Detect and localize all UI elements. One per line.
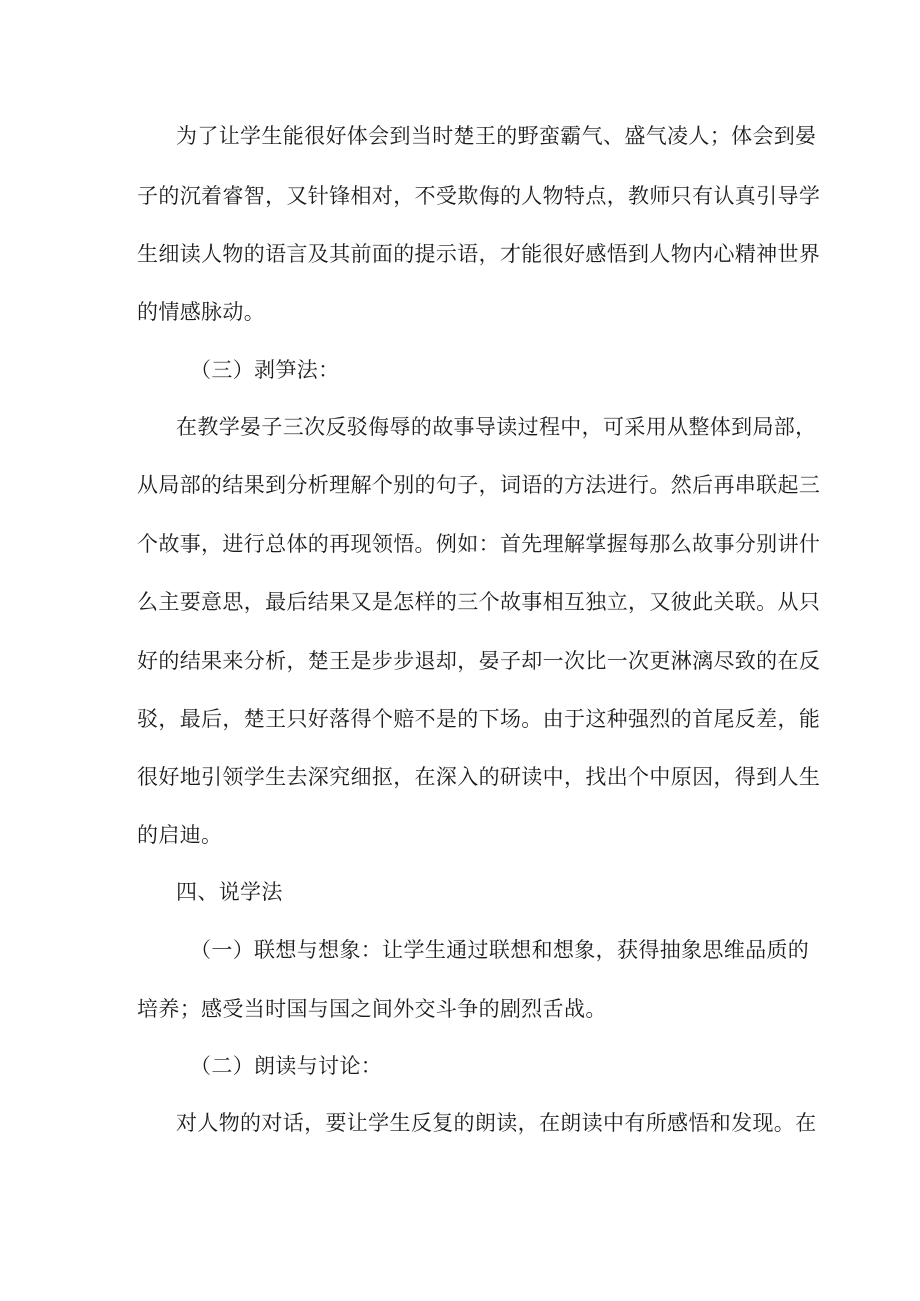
paragraph-3-line-2: 培养；感受当时国与国之间外交斗争的剧烈舌战。: [137, 997, 607, 1021]
paragraph-2-line-6: 驳，最后，楚王只好落得个赔不是的下场。由于这种强烈的首尾反差，能: [137, 707, 821, 731]
paragraph-2-line-5: 好的结果来分析，楚王是步步退却，晏子却一次比一次更淋漓尽致的在反: [137, 649, 821, 673]
paragraph-1-line-2: 子的沉着睿智，又针锋相对，不受欺侮的人物特点，教师只有认真引导学: [137, 184, 821, 208]
paragraph-3-line-1: （一）联想与想象：让学生通过联想和想象，获得抽象思维品质的: [190, 938, 810, 962]
paragraph-2-line-3: 个故事，进行总体的再现领悟。例如：首先理解掌握每那么故事分别讲什: [137, 532, 821, 556]
heading-reading-discussion: （二）朗读与讨论：: [190, 1054, 383, 1078]
heading-bamboo-shoot-method: （三）剥笋法：: [190, 358, 340, 382]
paragraph-1-line-1: 为了让学生能很好体会到当时楚王的野蛮霸气、盛气凌人；体会到晏: [176, 124, 817, 148]
paragraph-2-line-7: 很好地引领学生去深究细抠，在深入的研读中，找出个中原因，得到人生: [137, 765, 821, 789]
paragraph-2-line-1: 在教学晏子三次反驳侮辱的故事导读过程中，可采用从整体到局部，: [176, 415, 817, 439]
section-heading-study-method: 四、说学法: [176, 880, 283, 904]
paragraph-1-line-4: 的情感脉动。: [137, 300, 266, 324]
paragraph-4-line-1: 对人物的对话，要让学生反复的朗读，在朗读中有所感悟和发现。在: [176, 1111, 817, 1135]
paragraph-2-line-2: 从局部的结果到分析理解个别的句子，词语的方法进行。然后再串联起三: [137, 473, 821, 497]
paragraph-2-line-4: 么主要意思，最后结果又是怎样的三个故事相互独立，又彼此关联。从只: [137, 590, 821, 614]
paragraph-1-line-3: 生细读人物的语言及其前面的提示语，才能很好感悟到人物内心精神世界: [137, 242, 821, 266]
paragraph-2-line-8: 的启迪。: [137, 823, 223, 847]
